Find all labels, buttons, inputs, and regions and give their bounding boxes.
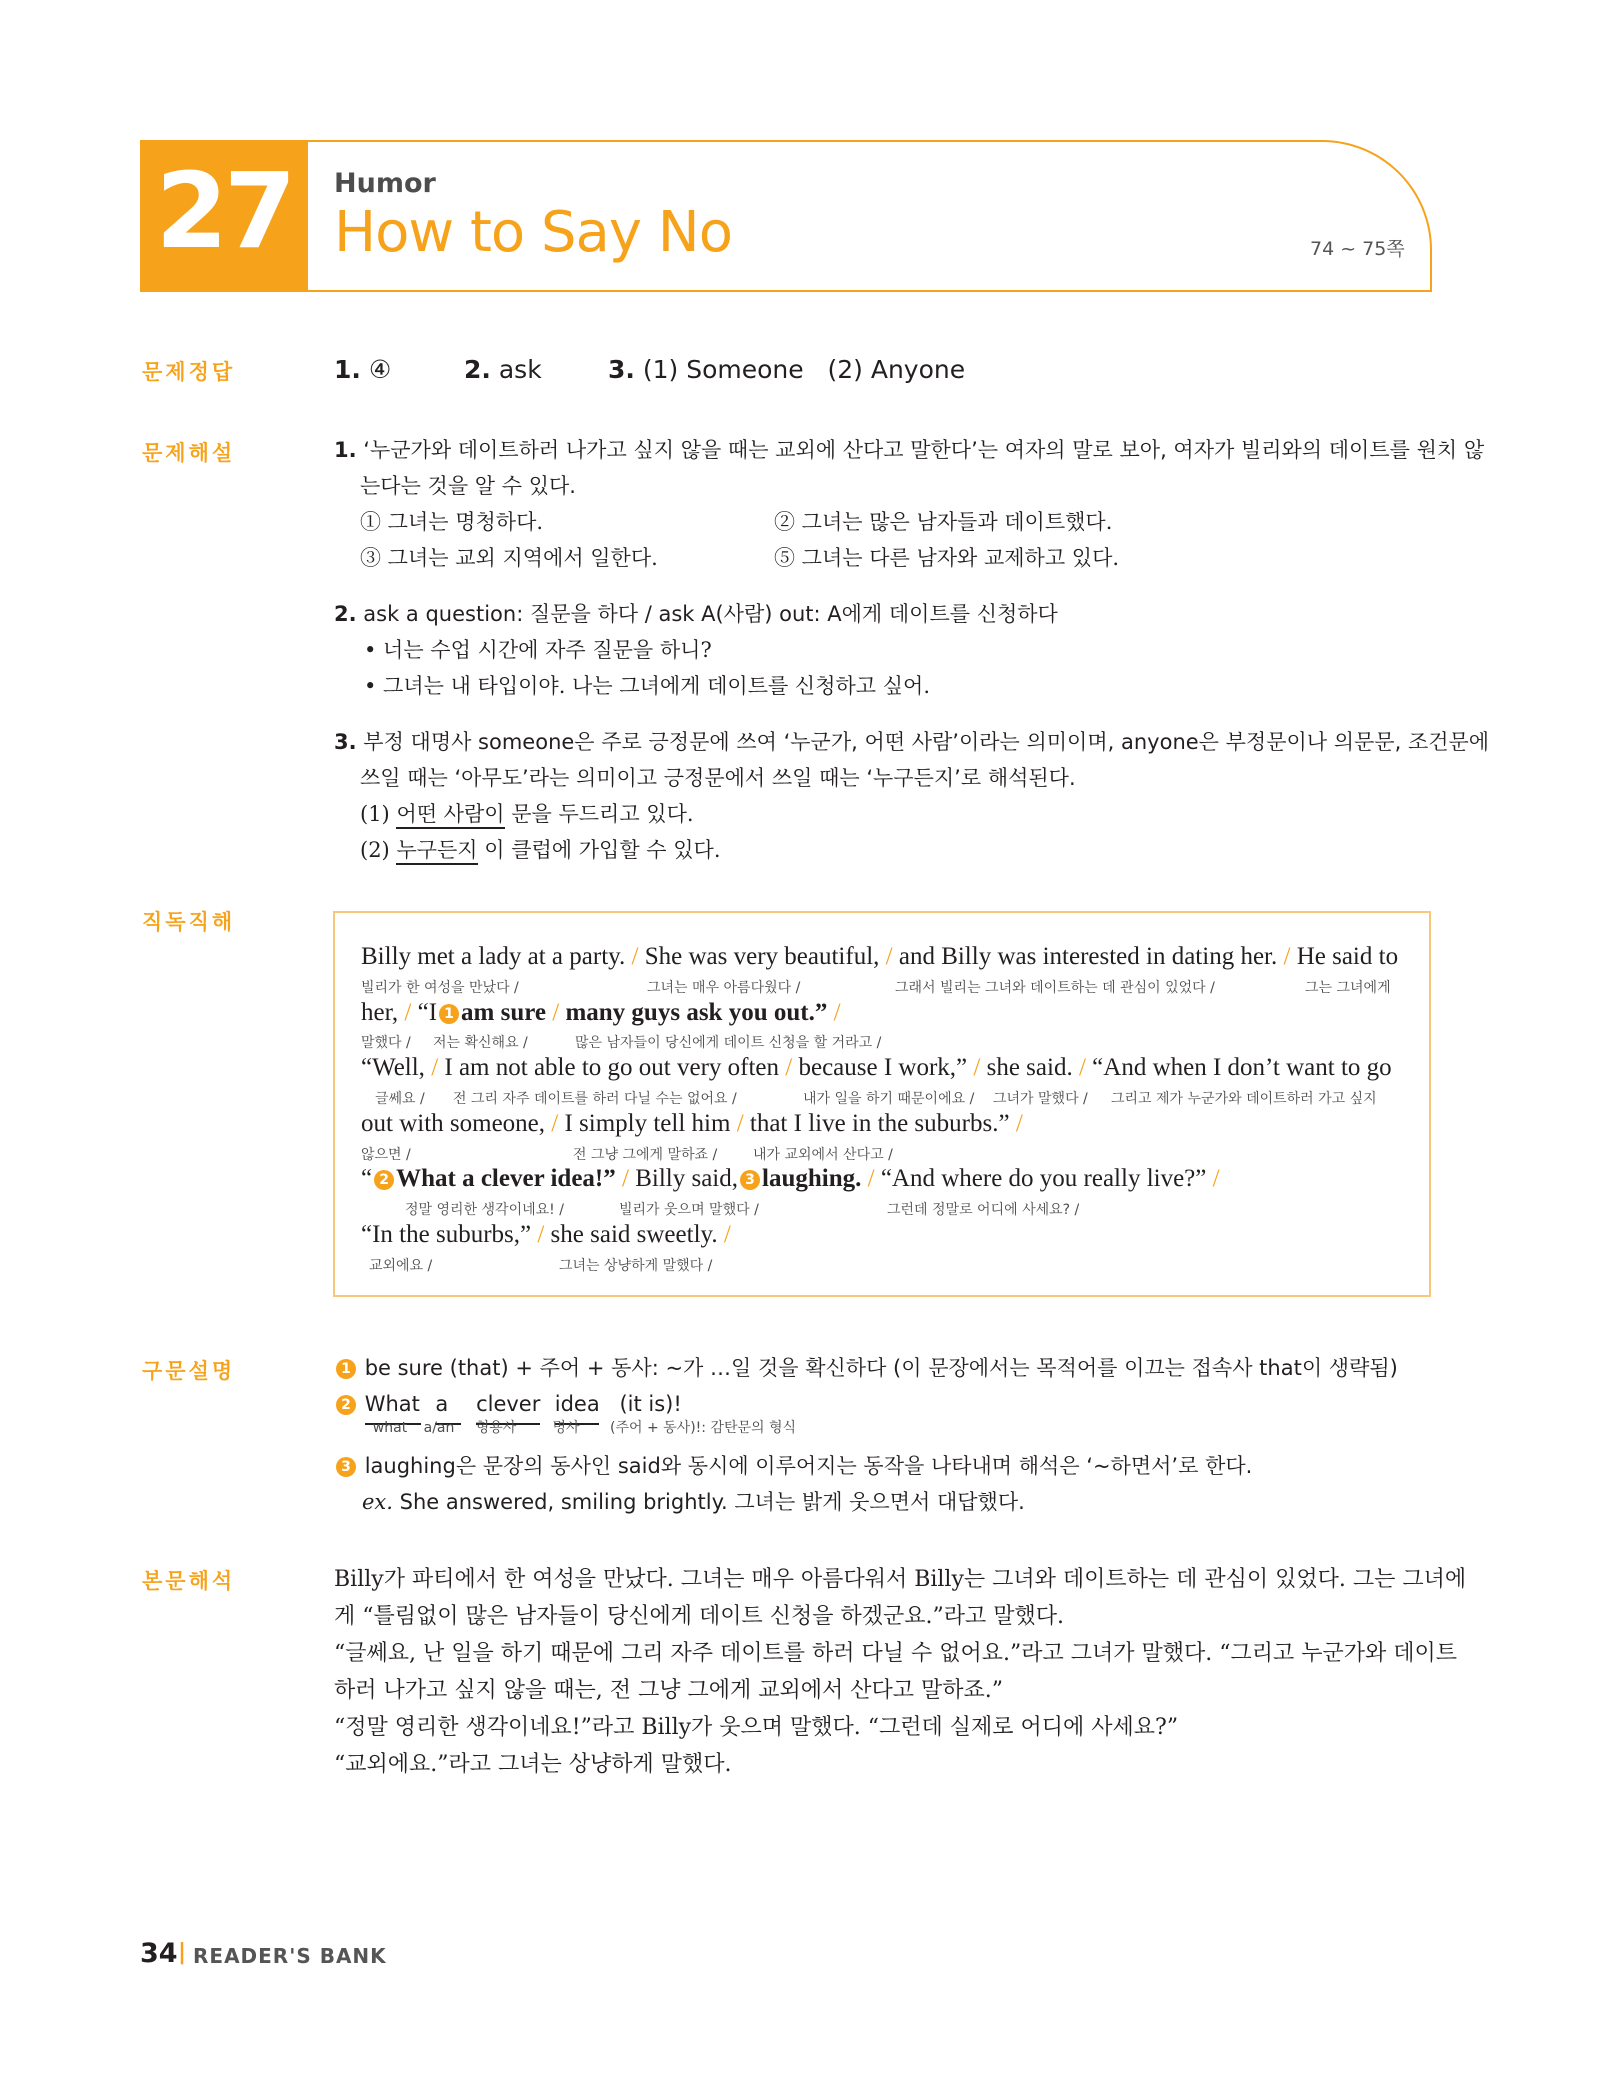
gloss-5-3: 그런데 정말로 어디에 사세요? /: [887, 1202, 1080, 1218]
gloss-3-2: 전 그리 자주 데이트를 하러 다닐 수는 없어요 /: [453, 1091, 737, 1107]
translation-line-2: 게 “틀림없이 많은 남자들이 당신에게 데이트 신청을 하겠군요.”라고 말했다.: [334, 1604, 1064, 1629]
marker-3-icon: 3: [740, 1170, 760, 1190]
q3-line1: 3. 부정 대명사 someone은 주로 긍정문에 쓰여 ‘누군가, 어떤 사람’이라는 의미이며, anyone은 부정문이나 의문문, 조건문에: [334, 730, 1490, 754]
structure-3-example: ex. She answered, smiling brightly. 그녀는 밝게 웃으면서 대답했다.: [362, 1490, 1025, 1514]
q1-line2: 는다는 것을 알 수 있다.: [360, 474, 576, 498]
marker-1-icon: 1: [336, 1359, 356, 1379]
gloss-1-4: 그는 그녀에게: [1305, 980, 1391, 996]
structure-1: 1 be sure (that) + 주어 + 동사: ~가 …일 것을 확신하다 (이 문장에서는 목적어를 이끄는 접속사 that이 생략됨): [334, 1350, 1398, 1386]
reading-line-1: Billy met a lady at a party. / She was very beautiful, / and Billy was interested in dating her. / He said to: [361, 943, 1399, 970]
answer-3: 3. (1) Someone (2) Anyone: [608, 355, 966, 384]
translation-line-5: “정말 영리한 생각이네요!”라고 Billy가 웃으며 말했다. “그런데 실제로 어디에 사세요?”: [334, 1715, 1179, 1740]
structure-2: 2 What a clever idea (it is)!: [334, 1386, 682, 1425]
footer-separator: |: [178, 1940, 187, 1965]
gloss-6-1: 교외에요 /: [369, 1258, 433, 1274]
gloss-4-2: 전 그냥 그에게 말하죠 /: [573, 1147, 718, 1163]
reading-line-4: out with someone, / I simply tell him / that I live in the suburbs.” /: [361, 1110, 1023, 1137]
gloss-1-1: 빌리가 한 여성을 만났다 /: [361, 980, 519, 996]
q2-bullet1: • 너는 수업 시간에 자주 질문을 하니?: [364, 638, 712, 662]
gloss-4-1: 않으면 /: [361, 1147, 411, 1163]
lesson-category: Humor: [334, 168, 436, 199]
gloss-2-1: 말했다 /: [361, 1035, 411, 1051]
answer-2: 2. ask: [464, 355, 542, 384]
gloss-5-2: 빌리가 웃으며 말했다 /: [619, 1202, 759, 1218]
lesson-title: How to Say No: [334, 200, 732, 265]
lesson-number: 27: [155, 150, 293, 272]
gloss-4-3: 내가 교외에서 산다고 /: [753, 1147, 893, 1163]
direct-reading-box: [333, 911, 1431, 1297]
marker-3-icon: 3: [336, 1457, 356, 1477]
answer-1: 1. ④: [334, 355, 392, 384]
q2-bullet2: • 그녀는 내 타입이야. 나는 그녀에게 데이트를 신청하고 싶어.: [364, 674, 931, 698]
gloss-3-5: 그리고 제가 누군가와 데이트하러 가고 싶지: [1111, 1091, 1377, 1107]
structure-3: 3 laughing은 문장의 동사인 said와 동시에 이루어지는 동작을 나타내며 해석은 ‘~하면서’로 한다.: [334, 1448, 1252, 1484]
q1-option5: ⑤ 그녀는 다른 남자와 교제하고 있다.: [774, 546, 1120, 570]
page-range: 74 ~ 75쪽: [1310, 238, 1405, 260]
label-direct-reading: 직독직해: [142, 910, 236, 934]
translation-line-3: “글쎄요, 난 일을 하기 때문에 그리 자주 데이트를 하러 다닐 수 없어요.”라고 그녀가 말했다. “그리고 누군가와 데이트: [334, 1641, 1457, 1666]
translation-line-1: Billy가 파티에서 한 여성을 만났다. 그녀는 매우 아름다워서 Billy는 그녀와 데이트하는 데 관심이 있었다. 그는 그녀에: [334, 1567, 1467, 1592]
label-explanation: 문제해설: [142, 441, 236, 465]
q1-option3: ③ 그녀는 교외 지역에서 일한다.: [360, 546, 658, 570]
gloss-3-4: 그녀가 말했다 /: [993, 1091, 1088, 1107]
translation-line-4: 하러 나가고 싶지 않을 때는, 전 그냥 그에게 교외에서 산다고 말하죠.”: [334, 1678, 1003, 1703]
q3-line2: 쓰일 때는 ‘아무도’라는 의미이고 긍정문에서 쓰일 때는 ‘누구든지’로 해석된다.: [360, 766, 1076, 790]
gloss-1-2: 그녀는 매우 아름다웠다 /: [647, 980, 801, 996]
reading-line-2: her, / “I 1 am sure / many guys ask you out.” /: [361, 999, 841, 1026]
structure-2-gloss: what a/an 형용사 명사 (주어 + 동사)!: 감탄문의 형식: [372, 1420, 797, 1436]
marker-1-icon: 1: [439, 1004, 459, 1024]
label-translation: 본문해석: [142, 1569, 236, 1593]
marker-2-icon: 2: [374, 1170, 394, 1190]
gloss-3-3: 내가 일을 하기 때문이에요 /: [803, 1091, 975, 1107]
reading-line-3: “Well, / I am not able to go out very often / because I work,” / she said. / “And when I don’t want to go: [361, 1054, 1392, 1081]
q1-line1: 1. ‘누군가와 데이트하러 나가고 싶지 않을 때는 교외에 산다고 말한다’는 여자의 말로 보아, 여자가 빌리와의 데이트를 원치 않: [334, 438, 1485, 462]
label-structure: 구문설명: [142, 1359, 236, 1383]
gloss-1-3: 그래서 빌리는 그녀와 데이트하는 데 관심이 있었다 /: [895, 980, 1215, 996]
q2-line1: 2. ask a question: 질문을 하다 / ask A(사람) out: A에게 데이트를 신청하다: [334, 602, 1058, 626]
label-answers: 문제정답: [142, 360, 236, 384]
q1-option1: ① 그녀는 명청하다.: [360, 510, 544, 534]
gloss-5-1: 정말 영리한 생각이네요! /: [405, 1202, 564, 1218]
translation-line-6: “교외에요.”라고 그녀는 상냥하게 말했다.: [334, 1752, 732, 1777]
q3-sentence1: (1) 어떤 사람이 문을 두드리고 있다.: [360, 796, 694, 832]
gloss-2-2: 저는 확신해요 /: [433, 1035, 528, 1051]
reading-line-5: “ 2 What a clever idea!” / Billy said, 3 laughing. / “And where do you really live?” /: [361, 1165, 1220, 1192]
page-number: 34: [140, 1938, 178, 1969]
reading-line-6: “In the suburbs,” / she said sweetly. /: [361, 1221, 731, 1248]
marker-2-icon: 2: [336, 1395, 356, 1415]
gloss-6-2: 그녀는 상냥하게 말했다 /: [559, 1258, 713, 1274]
gloss-2-3: 많은 남자들이 당신에게 데이트 신청을 할 거라고 /: [575, 1035, 882, 1051]
q1-option2: ② 그녀는 많은 남자들과 데이트했다.: [774, 510, 1113, 534]
gloss-3-1: 글쎄요 /: [375, 1091, 425, 1107]
book-title: READER'S BANK: [193, 1944, 387, 1968]
q3-sentence2: (2) 누구든지 이 클럽에 가입할 수 있다.: [360, 832, 721, 868]
